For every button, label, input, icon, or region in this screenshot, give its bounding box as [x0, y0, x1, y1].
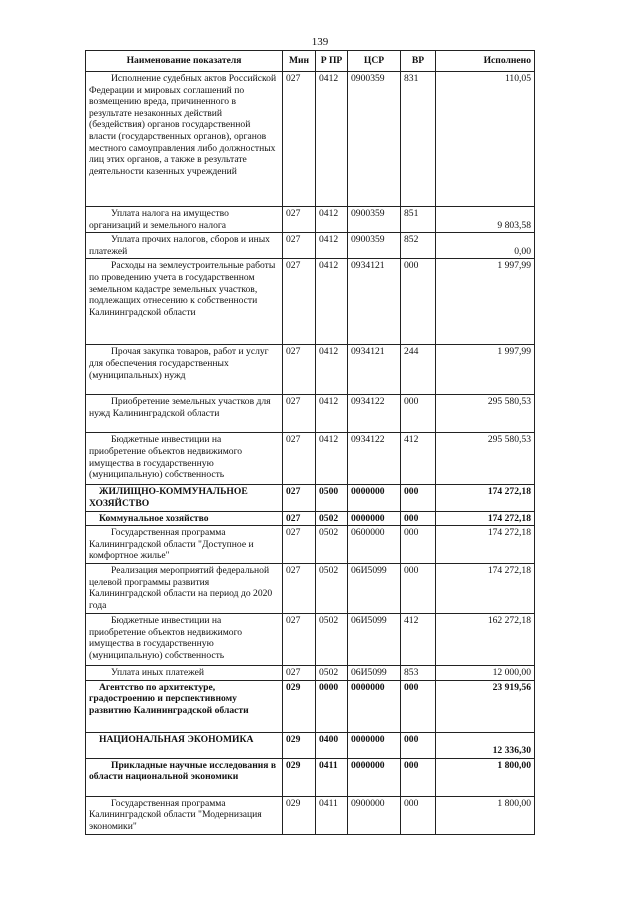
row-vr: 000	[401, 758, 436, 796]
row-vr: 851	[401, 207, 436, 233]
row-rpr: 0412	[316, 259, 348, 345]
row-min: 027	[283, 207, 316, 233]
row-csr: 0934121	[348, 345, 401, 395]
row-csr: 0934122	[348, 395, 401, 433]
row-executed: 174 272,18	[436, 485, 535, 511]
row-executed: 295 580,53	[436, 395, 535, 433]
row-executed: 174 272,18	[436, 511, 535, 526]
row-vr: 000	[401, 680, 436, 732]
row-csr: 06И5099	[348, 666, 401, 681]
row-rpr: 0411	[316, 758, 348, 796]
row-rpr: 0502	[316, 564, 348, 614]
row-csr: 06И5099	[348, 564, 401, 614]
row-rpr: 0500	[316, 485, 348, 511]
row-rpr: 0502	[316, 526, 348, 564]
row-executed: 1 800,00	[436, 758, 535, 796]
row-vr: 853	[401, 666, 436, 681]
row-name: Агентство по архитектуре, градостроению и перспективному развитию Калининградской области	[86, 680, 283, 732]
row-rpr: 0412	[316, 433, 348, 485]
row-rpr: 0400	[316, 732, 348, 758]
row-vr: 000	[401, 796, 436, 834]
row-rpr: 0412	[316, 345, 348, 395]
row-min: 027	[283, 433, 316, 485]
row-min: 029	[283, 680, 316, 732]
row-name: Прочая закупка товаров, работ и услуг для обеспечения государственных (муниципальных) нужд	[86, 345, 283, 395]
row-executed: 295 580,53	[436, 433, 535, 485]
table-row	[86, 564, 535, 614]
row-name: Исполнение судебных актов Российской Федерации и мировых соглашений по возмещению вреда, причиненного в результате незаконных действий (бездействия) органов государственной власти (государственных органов), органов местного самоуправления либо должностных лиц этих органов, а также в результате деятельности казенных учреждений	[86, 72, 283, 207]
row-rpr: 0502	[316, 666, 348, 681]
row-name: Уплата прочих налогов, сборов и иных платежей	[86, 233, 283, 259]
row-vr: 852	[401, 233, 436, 259]
row-executed: 23 919,56	[436, 680, 535, 732]
row-executed: 9 803,58	[436, 207, 535, 233]
table-row	[86, 485, 535, 511]
row-rpr: 0502	[316, 511, 348, 526]
row-vr: 831	[401, 72, 436, 207]
row-vr: 000	[401, 732, 436, 758]
header-vr: ВР	[401, 51, 436, 72]
table-row	[86, 796, 535, 834]
row-min: 027	[283, 345, 316, 395]
row-name: Прикладные научные исследования в области национальной экономики	[86, 758, 283, 796]
row-vr: 000	[401, 395, 436, 433]
row-vr: 244	[401, 345, 436, 395]
row-executed: 0,00	[436, 233, 535, 259]
table-row	[86, 72, 535, 207]
table-row	[86, 433, 535, 485]
table-row	[86, 526, 535, 564]
row-csr: 0934122	[348, 433, 401, 485]
row-rpr: 0411	[316, 796, 348, 834]
row-vr: 000	[401, 485, 436, 511]
row-csr: 0000000	[348, 758, 401, 796]
row-vr: 000	[401, 511, 436, 526]
row-executed: 1 997,99	[436, 259, 535, 345]
row-min: 029	[283, 796, 316, 834]
row-vr: 000	[401, 259, 436, 345]
row-min: 029	[283, 732, 316, 758]
row-rpr: 0412	[316, 72, 348, 207]
row-executed: 1 997,99	[436, 345, 535, 395]
page-number: 139	[311, 36, 329, 48]
row-executed: 174 272,18	[436, 564, 535, 614]
row-executed: 12 336,30	[436, 732, 535, 758]
row-min: 027	[283, 395, 316, 433]
row-min: 027	[283, 564, 316, 614]
table-row	[86, 233, 535, 259]
row-name: Государственная программа Калининградской области "Доступное и комфортное жилье"	[86, 526, 283, 564]
row-rpr: 0412	[316, 395, 348, 433]
row-vr: 000	[401, 526, 436, 564]
row-executed: 110,05	[436, 72, 535, 207]
row-name: НАЦИОНАЛЬНАЯ ЭКОНОМИКА	[86, 732, 283, 758]
row-executed: 1 800,00	[436, 796, 535, 834]
row-csr: 0600000	[348, 526, 401, 564]
row-rpr: 0412	[316, 233, 348, 259]
row-executed: 174 272,18	[436, 526, 535, 564]
row-min: 027	[283, 485, 316, 511]
budget-execution-table	[85, 50, 535, 835]
row-rpr: 0000	[316, 680, 348, 732]
row-name: Бюджетные инвестиции на приобретение объектов недвижимого имущества в государственную (муниципальную) собственность	[86, 433, 283, 485]
table-row	[86, 511, 535, 526]
row-csr: 0934121	[348, 259, 401, 345]
row-name: Реализация мероприятий федеральной целевой программы развития Калининградской области на период до 2020 года	[86, 564, 283, 614]
row-csr: 0000000	[348, 511, 401, 526]
row-csr: 0000000	[348, 485, 401, 511]
table-header-row	[86, 51, 535, 72]
table-row	[86, 259, 535, 345]
row-vr: 412	[401, 433, 436, 485]
row-min: 029	[283, 758, 316, 796]
header-csr: ЦСР	[348, 51, 401, 72]
row-min: 027	[283, 259, 316, 345]
row-csr: 0000000	[348, 680, 401, 732]
row-name: ЖИЛИЩНО-КОММУНАЛЬНОЕ ХОЗЯЙСТВО	[86, 485, 283, 511]
row-min: 027	[283, 72, 316, 207]
table-row	[86, 614, 535, 666]
row-name: Уплата налога на имущество организаций и земельного налога	[86, 207, 283, 233]
row-name: Уплата иных платежей	[86, 666, 283, 681]
row-csr: 0900359	[348, 72, 401, 207]
row-vr: 000	[401, 564, 436, 614]
row-name: Бюджетные инвестиции на приобретение объектов недвижимого имущества в государственную (муниципальную) собственность	[86, 614, 283, 666]
row-name: Государственная программа Калининградской области "Модернизация экономики"	[86, 796, 283, 834]
header-rpr: Р ПР	[316, 51, 348, 72]
header-name: Наименование показателя	[86, 51, 283, 72]
row-rpr: 0502	[316, 614, 348, 666]
row-csr: 0900359	[348, 207, 401, 233]
table-row	[86, 395, 535, 433]
table-row	[86, 666, 535, 681]
header-min: Мин	[283, 51, 316, 72]
table-row	[86, 345, 535, 395]
table-row	[86, 207, 535, 233]
row-vr: 412	[401, 614, 436, 666]
row-csr: 0900359	[348, 233, 401, 259]
row-executed: 162 272,18	[436, 614, 535, 666]
row-min: 027	[283, 614, 316, 666]
row-min: 027	[283, 666, 316, 681]
row-name: Приобретение земельных участков для нужд Калининградской области	[86, 395, 283, 433]
row-rpr: 0412	[316, 207, 348, 233]
table-row	[86, 732, 535, 758]
row-csr: 0900000	[348, 796, 401, 834]
table-row	[86, 758, 535, 796]
row-min: 027	[283, 526, 316, 564]
row-executed: 12 000,00	[436, 666, 535, 681]
row-name: Расходы на землеустроительные работы по проведению учета в государственном земельном кадастре земельных участков, подлежащих отнесению к собственности Калининградской области	[86, 259, 283, 345]
row-name: Коммунальное хозяйство	[86, 511, 283, 526]
row-min: 027	[283, 233, 316, 259]
table-row	[86, 680, 535, 732]
header-executed: Исполнено	[436, 51, 535, 72]
row-min: 027	[283, 511, 316, 526]
row-csr: 0000000	[348, 732, 401, 758]
row-csr: 06И5099	[348, 614, 401, 666]
